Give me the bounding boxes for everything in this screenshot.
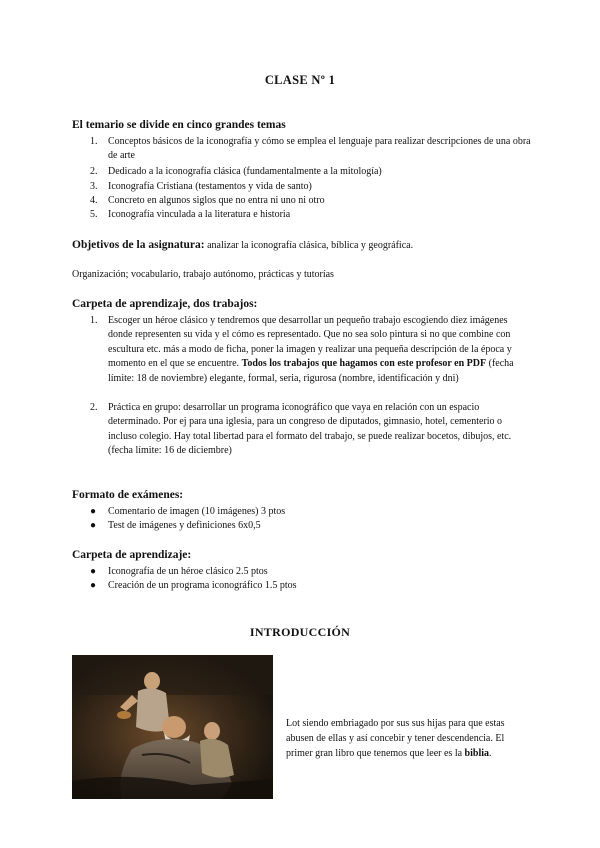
list-number: 3.	[90, 181, 98, 192]
list-text: Iconografía Cristiana (testamentos y vida de santo)	[108, 181, 312, 192]
list-text: Dedicado a la iconografía clásica (fundamentalmente a la mitología)	[108, 166, 382, 177]
list-text: Iconografía de un héroe clásico 2.5 ptos	[108, 566, 268, 577]
list-text: Test de imágenes y definiciones 6x0,5	[108, 520, 261, 531]
objetivos-text: analizar la iconografía clásica, bíblica y geográfica.	[204, 240, 414, 251]
page-title: CLASE Nº 1	[264, 73, 336, 87]
list-number: 2.	[90, 402, 98, 413]
objetivos-paragraph	[72, 238, 413, 253]
introduccion-heading: INTRODUCCIÓN	[249, 625, 351, 639]
objetivos-label: Objetivos de la asignatura:	[72, 239, 205, 251]
list-text: Iconografía vinculada a la literatura e historia	[108, 209, 291, 220]
list-text: Conceptos básicos de la iconografía y cómo se emplea el lenguaje para realizar descripciones de una obra de arte	[108, 136, 531, 162]
carpeta1-heading: Carpeta de aprendizaje, dos trabajos:	[72, 298, 258, 310]
lot-and-daughters-painting	[72, 655, 273, 799]
bullet-icon: ●	[90, 580, 97, 591]
formato-heading: Formato de exámenes:	[72, 489, 184, 501]
list-number: 2.	[90, 166, 98, 177]
list-text: Escoger un héroe clásico y tendremos que desarrollar un pequeño trabajo escogiendo diez imágenes donde representen su vida y el cómo es representado. Que no sea solo pintura si no que combine con escultura etc. más a modo de ficha, poner la imagen y realizar una pequeña descripción de la época y momento en el que se encuentre. Todos los trabajos que hagamos con este profesor en PDF (fecha límite: 18 de noviembre) elegante, formal, seria, rigurosa (nombre, identificación y dni)	[108, 315, 514, 384]
carpeta2-heading: Carpeta de aprendizaje:	[72, 549, 192, 561]
list-number: 1.	[90, 315, 98, 326]
list-text: Práctica en grupo: desarrollar un programa iconográfico que vaya en relación con un espacio determinado. Por ej para una iglesia, para un congreso de diputados, gimnasio, hotel, cementerio o incluso colegio. Hay total libertad para el formato del trabajo, se puede realizar bocetos, dibujos, etc. (fecha límite: 16 de diciembre)	[108, 402, 512, 457]
bold-word: biblia	[464, 748, 490, 759]
list-number: 5.	[90, 209, 98, 220]
bold-note: Todos los trabajos que hagamos con este profesor en PDF	[241, 358, 487, 370]
list-number: 4.	[90, 195, 98, 206]
list-text: Comentario de imagen (10 imágenes) 3 ptos	[108, 506, 286, 517]
temario-heading: El temario se divide en cinco grandes temas	[72, 119, 286, 131]
bullet-icon: ●	[90, 506, 97, 517]
list-text: Concreto en algunos siglos que no entra ni uno ni otro	[108, 195, 325, 206]
painting-image	[72, 655, 273, 799]
painting-caption: Lot siendo embriagado por sus sus hijas para que estas abusen de ellas y así concebir y tener descendencia. El primer gran libro que tenemos que leer es la biblia.	[286, 718, 505, 759]
bullet-icon: ●	[90, 520, 97, 531]
bullet-icon: ●	[90, 566, 97, 577]
list-number: 1.	[90, 136, 98, 147]
organizacion-paragraph: Organización; vocabulario, trabajo autónomo, prácticas y tutorías	[72, 269, 334, 280]
list-text: Creación de un programa iconográfico 1.5 ptos	[108, 580, 297, 591]
